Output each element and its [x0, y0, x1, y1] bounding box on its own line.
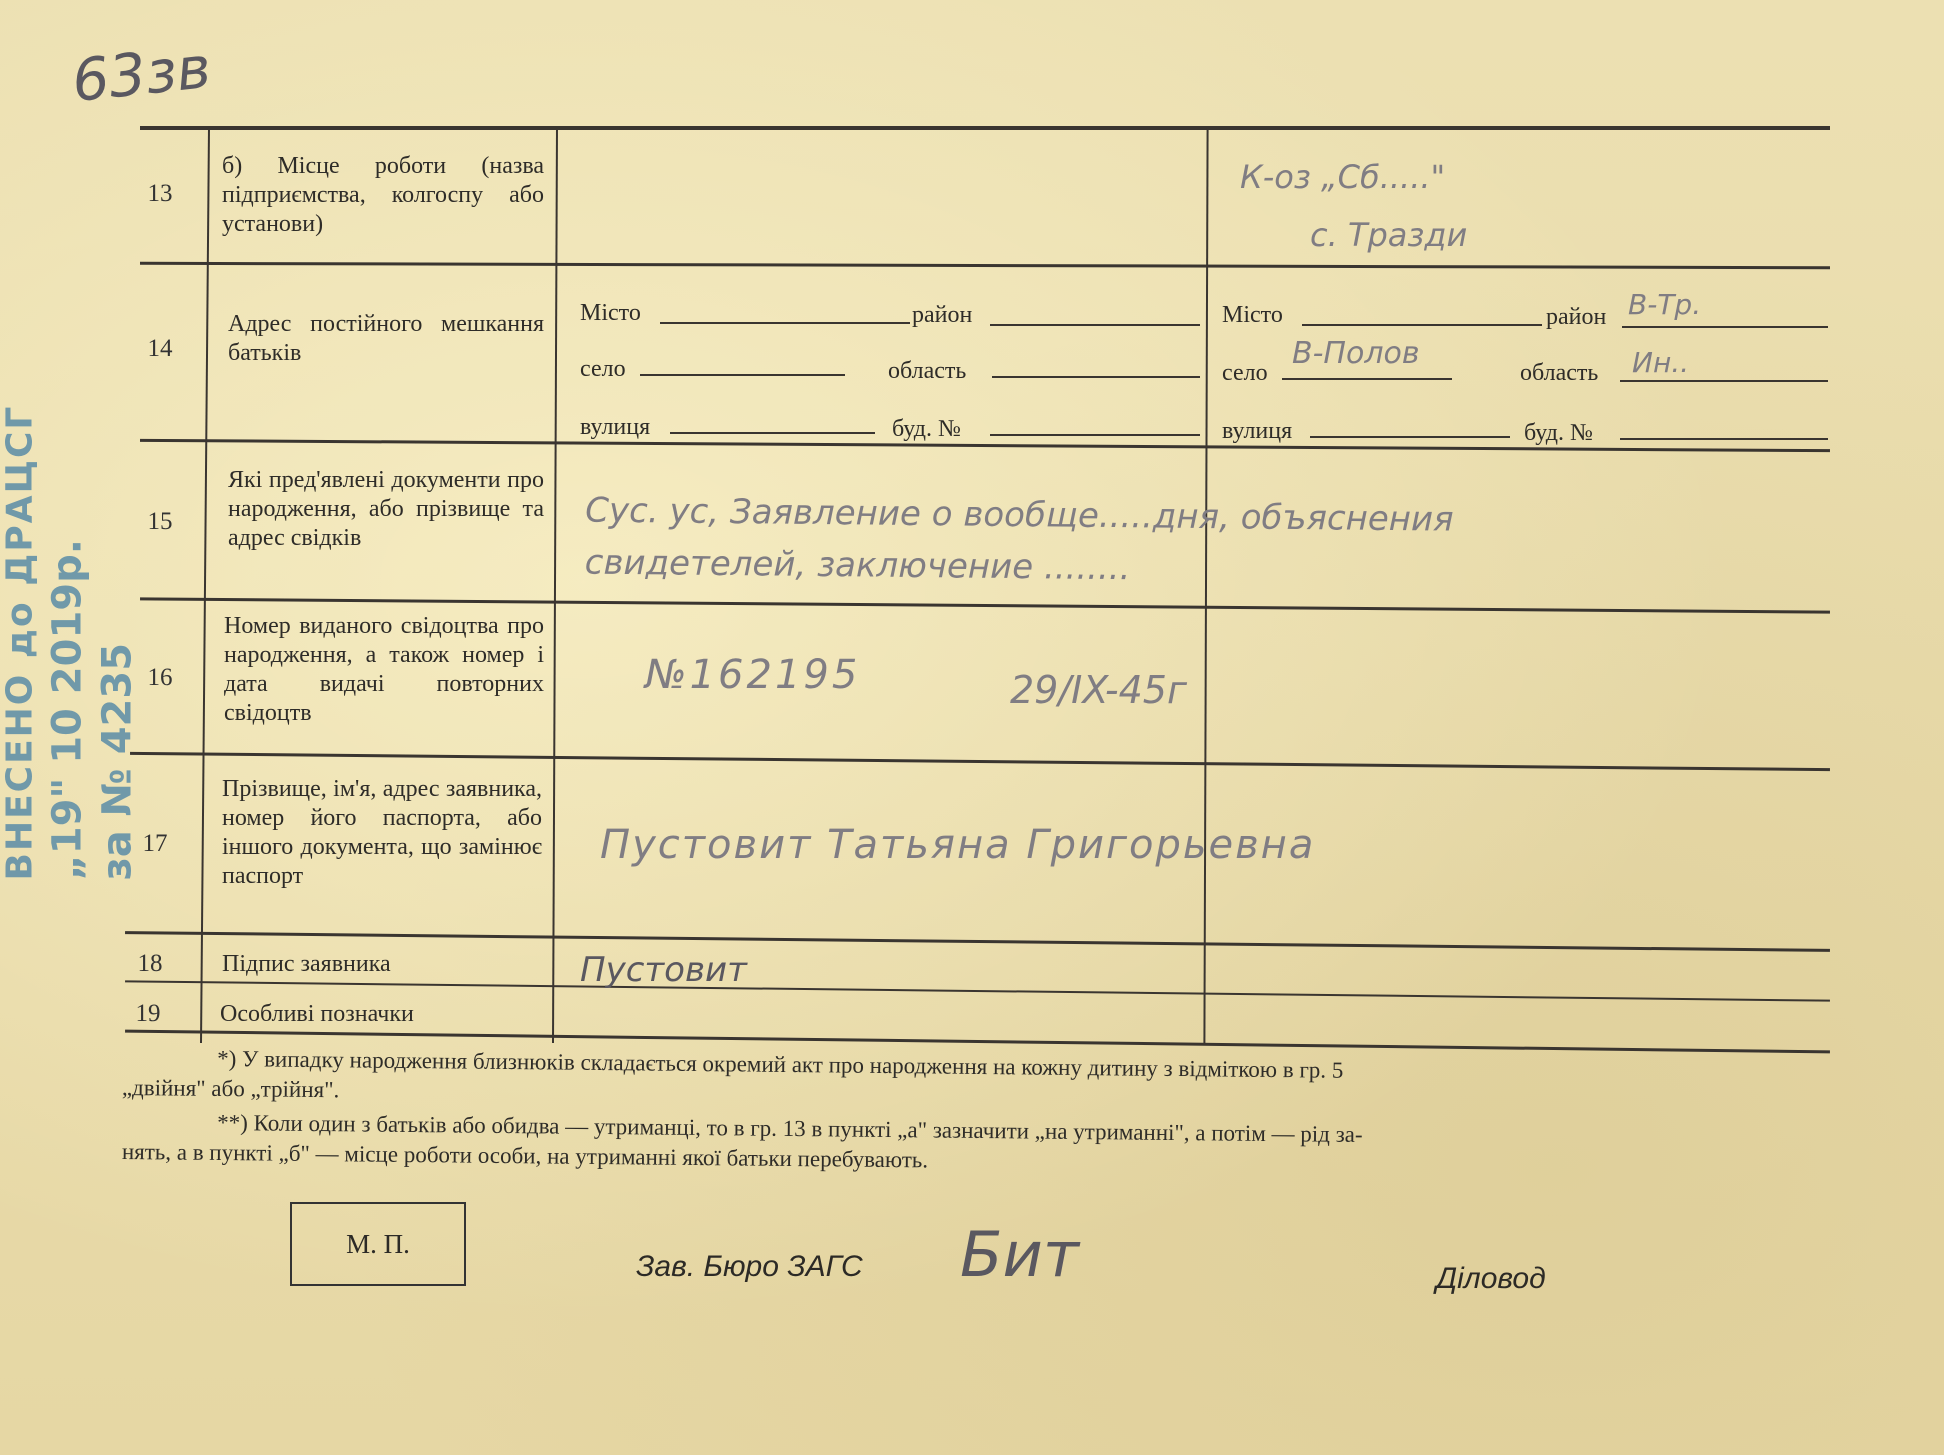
corner-note: 63зв — [68, 32, 215, 116]
address-selo-line — [1282, 378, 1452, 380]
col-line-num — [200, 128, 210, 1043]
footnote-dependants — [122, 1107, 1843, 1185]
address-raion-label: район — [912, 302, 973, 328]
row-label: Адрес постійного мешкання батьків — [228, 311, 544, 366]
address-bud-label: буд. № — [892, 416, 961, 442]
row-label: Номер виданого свідоцтва про народження, а також номер і дата видачі повторних свідоцтв — [224, 613, 544, 726]
footnote-twins-line-2: „двійня" або „трійня". — [121, 1074, 340, 1103]
handwritten-certificate-date: 29/IX-45г — [1010, 668, 1187, 712]
registry-stamp — [0, 361, 141, 881]
head-signature: Бит — [960, 1218, 1079, 1291]
handwritten-oblast: Ин.. — [1632, 346, 1690, 379]
address-misto-label: Місто — [1222, 302, 1283, 328]
address-raion-label: район — [1546, 304, 1607, 330]
row-number: 15 — [147, 508, 173, 535]
handwritten-applicant: Пустовит Татьяна Григорьевна — [600, 822, 1316, 868]
address-bud-label: буд. № — [1524, 420, 1593, 446]
row-divider-18-19 — [125, 980, 1830, 1001]
address-misto-line — [1302, 324, 1542, 326]
row-number: 13 — [147, 180, 173, 207]
handwritten-certificate-number: №162195 — [645, 652, 861, 698]
address-selo-line — [640, 374, 845, 376]
address-vulytsia-label: вулиця — [1222, 418, 1293, 444]
footnote-dependants-line-1: **) Коли один з батьків або обидва — утриманці, то в гр. 13 в пункті „а" зазначити „на утриманні", а потім — рід за- — [217, 1109, 1363, 1147]
row-label: Які пред'явлені документи про народження, або прізвище та адрес свідків — [228, 467, 544, 551]
handwritten-documents: Сус. ус, Заявление о вообще.....дня, объяснения свидетелей, заключение ........ — [584, 490, 1454, 589]
address-vulytsia-line — [670, 432, 875, 434]
stamp-line-1: ВНЕСЕНО до ДРАЦСГ — [0, 404, 41, 881]
applicant-signature: Пустовит — [580, 950, 747, 990]
row-divider-13-14 — [140, 262, 1830, 269]
address-misto-label: Місто — [580, 300, 641, 326]
address-selo-label: село — [1222, 360, 1268, 386]
table-top-border — [140, 126, 1830, 130]
address-oblast-line — [992, 376, 1200, 378]
row-label: б) Місце роботи (назва підприємства, колгоспу або установи) — [222, 153, 544, 237]
row-label: Особливі позначки — [220, 1001, 414, 1027]
address-vulytsia-line — [1310, 436, 1510, 438]
address-raion-line — [990, 324, 1200, 326]
address-selo-label: село — [580, 356, 626, 382]
row-number: 16 — [147, 664, 173, 691]
address-raion-line — [1622, 326, 1828, 328]
registry-head-title: Зав. Бюро ЗАГС — [636, 1250, 863, 1283]
row-number: 18 — [137, 950, 163, 977]
handwritten-village: с. Тразди — [1310, 216, 1468, 254]
handwritten-selo: В-Полов — [1292, 336, 1420, 371]
stamp-line-3: за № 4235 — [94, 642, 141, 881]
handwritten-raion: В-Тр. — [1628, 288, 1702, 321]
row-label: Підпис заявника — [222, 951, 391, 977]
seal-placeholder: М. П. — [290, 1202, 466, 1286]
address-misto-line — [660, 322, 910, 324]
footnote-dependants-line-2: нять, а в пункті „б" — місце роботи особи, на утриманні якої батьки перебувають. — [121, 1138, 929, 1173]
address-vulytsia-label: вулиця — [580, 414, 651, 440]
row-divider-17-18 — [125, 931, 1830, 952]
row-divider-16-17 — [130, 752, 1830, 771]
row-number: 17 — [142, 830, 168, 857]
address-oblast-label: область — [888, 358, 967, 384]
footnote-twins-line-1: *) У випадку народження близнюків складається окремий акт про народження на кожну дитину з відміткою в гр. 5 — [217, 1045, 1344, 1083]
address-oblast-label: область — [1520, 360, 1599, 386]
handwritten-workplace: К-оз „Сб....." — [1240, 158, 1446, 196]
clerk-title: Діловод — [1436, 1262, 1546, 1295]
address-bud-line — [990, 434, 1200, 436]
row-number: 19 — [135, 1000, 161, 1027]
row-label: Прізвище, ім'я, адрес заявника, номер його паспорта, або іншого документа, що замінює паспорт — [222, 776, 542, 889]
address-oblast-line — [1620, 380, 1828, 382]
stamp-line-2: „19" 10 2019р. — [44, 539, 91, 881]
address-bud-line — [1620, 438, 1828, 440]
row-number: 14 — [147, 335, 173, 362]
